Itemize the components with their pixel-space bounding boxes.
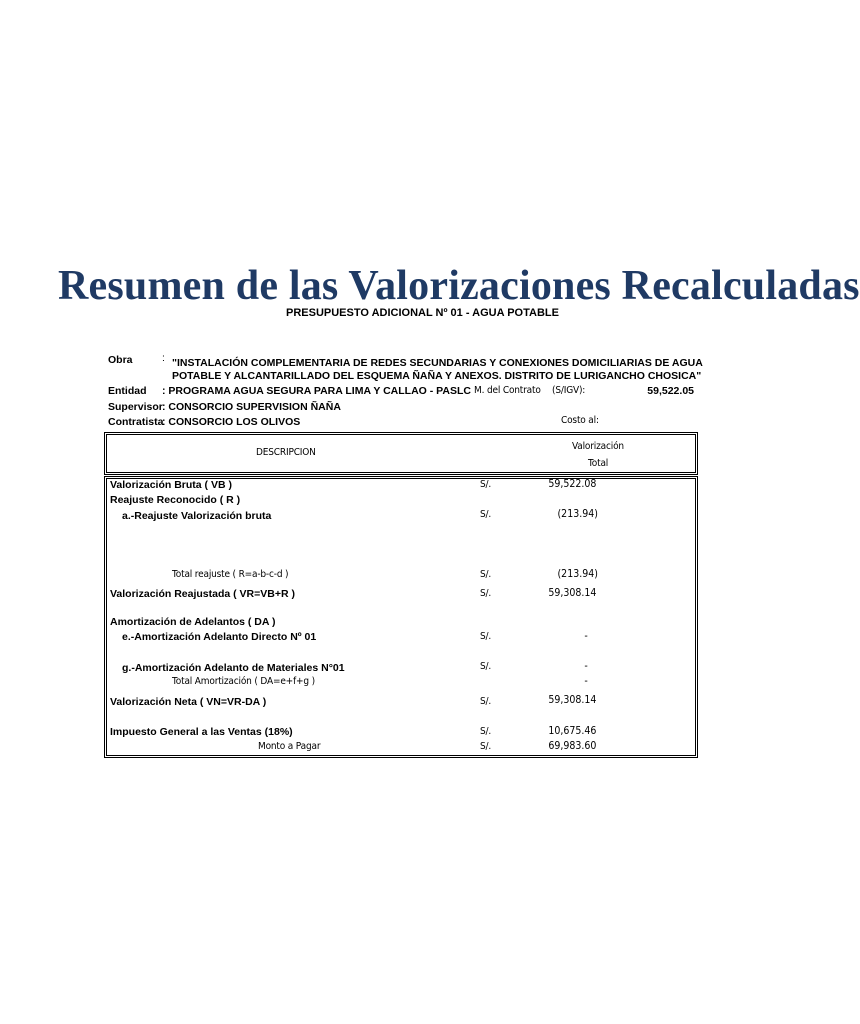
vb-label: Valorización Bruta ( VB ) [110, 479, 232, 491]
vn-currency: S/. [480, 696, 492, 707]
obra-colon: : [162, 352, 165, 364]
monto-label: Monto a Pagar [258, 741, 321, 752]
amort-e-currency: S/. [480, 631, 492, 642]
total-reajuste-label: Total reajuste ( R=a-b-c-d ) [172, 569, 289, 580]
igv-value: 10,675.46 [547, 725, 596, 737]
header-descripcion: DESCRIPCION [256, 447, 316, 458]
page-title: Resumen de las Valorizaciones Recalculadas [58, 263, 860, 309]
vr-label: Valorización Reajustada ( VR=VB+R ) [110, 588, 295, 600]
amort-label: Amortización de Adelantos ( DA ) [110, 616, 276, 628]
entidad-value: : PROGRAMA AGUA SEGURA PARA LIMA Y CALLAO - PASLC [162, 385, 471, 397]
reajuste-a-label: a.-Reajuste Valorización bruta [122, 510, 272, 522]
header-valorizacion: Valorización [572, 441, 624, 452]
obra-line-2: POTABLE Y ALCANTARILLADO DEL ESQUEMA ÑAÑA Y ANEXOS. DISTRITO DE LURIGANCHO CHOSICA" [172, 370, 702, 382]
vr-currency: S/. [480, 588, 492, 599]
reajuste-a-currency: S/. [480, 509, 492, 520]
igv-currency: S/. [480, 726, 492, 737]
contrato-label: M. del Contrato [474, 385, 541, 396]
contrato-value: 59,522.05 [647, 385, 694, 397]
monto-value: 69,983.60 [547, 740, 596, 752]
igv-label: Impuesto General a las Ventas (18%) [110, 726, 293, 738]
obra-label: Obra [108, 354, 133, 366]
vr-value: 59,308.14 [547, 587, 596, 599]
vb-value: 59,522.08 [547, 478, 596, 490]
contratista-value: : CONSORCIO LOS OLIVOS [162, 416, 301, 428]
subtitle: PRESUPUESTO ADICIONAL Nº 01 - AGUA POTABLE [286, 307, 559, 319]
amort-e-value: - [584, 630, 588, 642]
contratista-label: Contratista [108, 416, 164, 428]
header-total: Total [588, 458, 609, 469]
total-amort-label: Total Amortización ( DA=e+f+g ) [172, 676, 315, 687]
contrato-unit: (S/IGV): [552, 385, 586, 396]
supervisor-label: Supervisor [108, 401, 163, 413]
amort-g-currency: S/. [480, 661, 492, 672]
costo-label: Costo al: [561, 415, 599, 426]
reajuste-label: Reajuste Reconocido ( R ) [110, 494, 241, 506]
amort-e-label: e.-Amortización Adelanto Directo Nº 01 [122, 631, 317, 643]
reajuste-a-value: (213.94) [557, 508, 598, 520]
amort-g-value: - [584, 660, 588, 672]
vn-value: 59,308.14 [547, 694, 596, 706]
amort-g-label: g.-Amortización Adelanto de Materiales N°01 [122, 662, 345, 674]
supervisor-value: : CONSORCIO SUPERVISION ÑAÑA [162, 401, 341, 413]
total-reajuste-currency: S/. [480, 569, 492, 580]
monto-currency: S/. [480, 741, 492, 752]
entidad-label: Entidad [108, 385, 147, 397]
header-box [104, 432, 698, 475]
vb-currency: S/. [480, 479, 492, 490]
total-reajuste-value: (213.94) [557, 568, 598, 580]
vn-label: Valorización Neta ( VN=VR-DA ) [110, 696, 267, 708]
total-amort-value: - [584, 675, 588, 687]
obra-line-1: "INSTALACIÓN COMPLEMENTARIA DE REDES SECUNDARIAS Y CONEXIONES DOMICILIARIAS DE AGUA [172, 357, 703, 369]
